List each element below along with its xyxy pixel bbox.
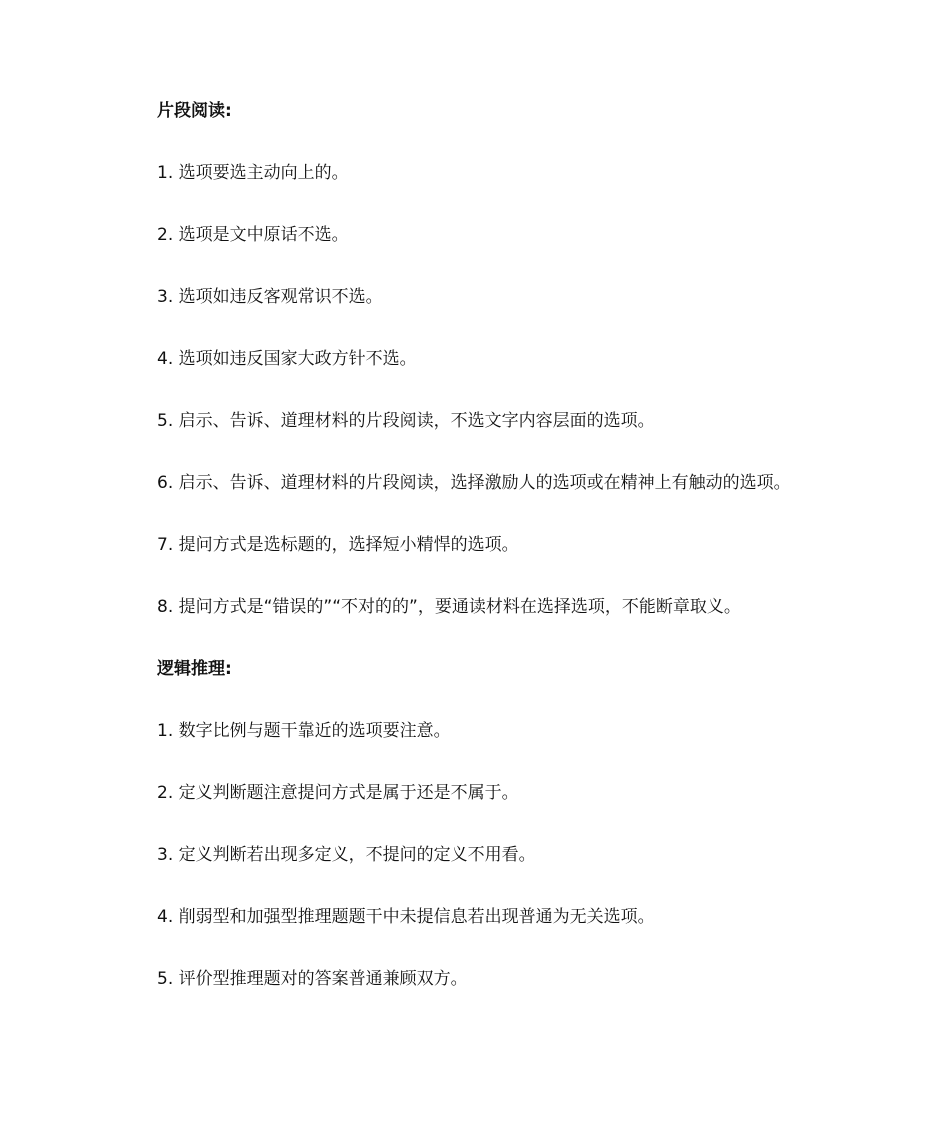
logic-tip-5: 5. 评价型推理题对的答案普通兼顾双方。 <box>157 969 468 989</box>
section-heading-logic: 逻辑推理: <box>157 659 232 679</box>
document-content <box>157 98 927 1028</box>
reading-tip-4: 4. 选项如违反国家大政方针不选。 <box>157 349 417 369</box>
logic-tip-2: 2. 定义判断题注意提问方式是属于还是不属于。 <box>157 783 519 803</box>
logic-tip-3: 3. 定义判断若出现多定义，不提问的定义不用看。 <box>157 845 536 865</box>
reading-tip-6: 6. 启示、告诉、道理材料的片段阅读，选择激励人的选项或在精神上有触动的选项。 <box>157 473 791 493</box>
logic-tip-4: 4. 削弱型和加强型推理题题干中未提信息若出现普通为无关选项。 <box>157 907 655 927</box>
reading-tip-8: 8. 提问方式是“错误的”“不对的的”，要通读材料在选择选项，不能断章取义。 <box>157 597 741 617</box>
reading-tip-3: 3. 选项如违反客观常识不选。 <box>157 287 383 307</box>
section-heading-reading: 片段阅读: <box>157 101 232 121</box>
logic-tip-1: 1. 数字比例与题干靠近的选项要注意。 <box>157 721 451 741</box>
reading-tip-7: 7. 提问方式是选标题的，选择短小精悍的选项。 <box>157 535 519 555</box>
reading-tip-5: 5. 启示、告诉、道理材料的片段阅读，不选文字内容层面的选项。 <box>157 411 655 431</box>
reading-tip-2: 2. 选项是文中原话不选。 <box>157 225 349 245</box>
reading-tip-1: 1. 选项要选主动向上的。 <box>157 163 349 183</box>
